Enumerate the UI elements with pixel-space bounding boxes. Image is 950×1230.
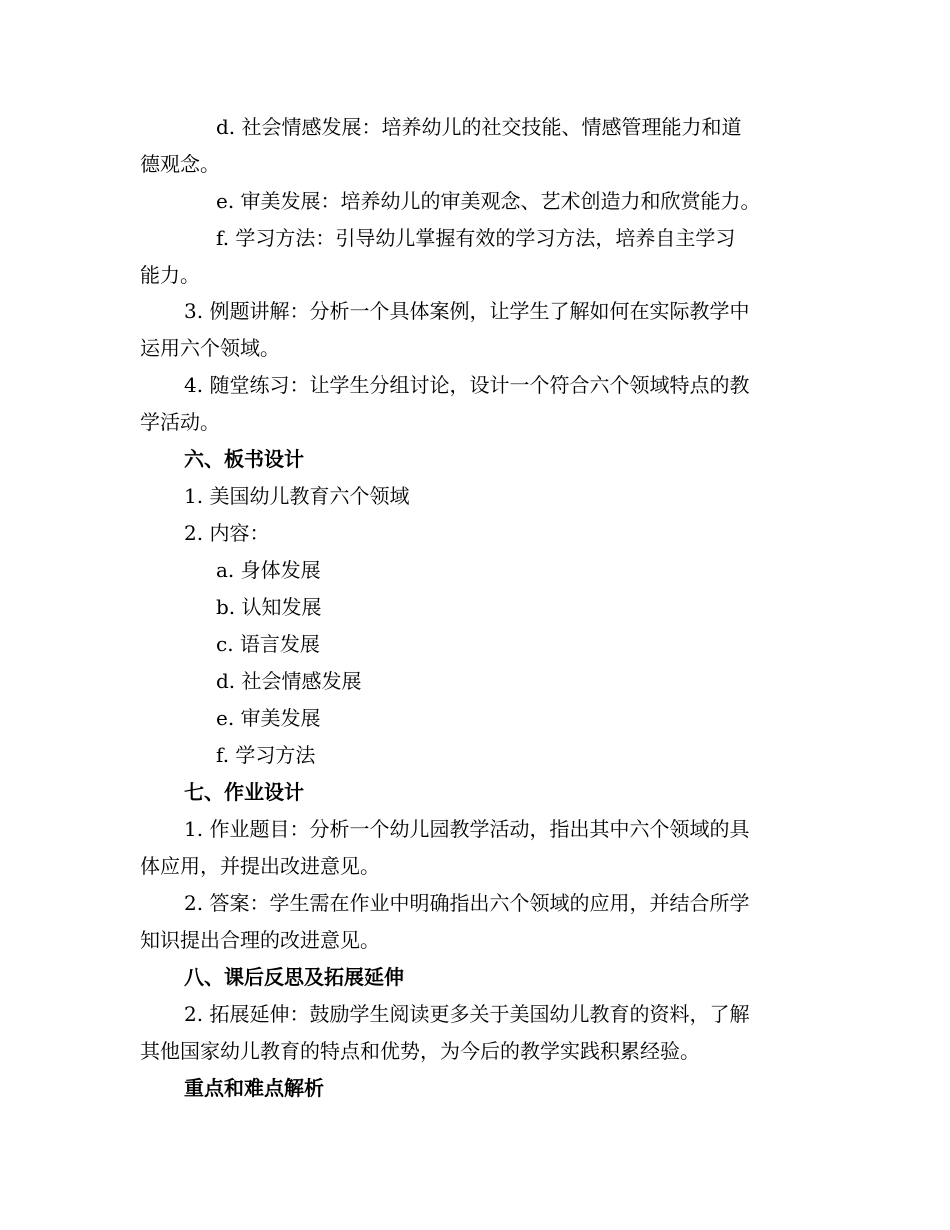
paragraph-line: 其他国家幼儿教育的特点和优势，为今后的教学实践积累经验。 [140, 1039, 700, 1063]
paragraph-line: e. 审美发展：培养幼儿的审美观念、艺术创造力和欣赏能力。 [216, 189, 761, 213]
section-heading: 七、作业设计 [184, 780, 304, 804]
paragraph-line: 能力。 [140, 263, 200, 287]
paragraph-line: 4. 随堂练习：让学生分组讨论，设计一个符合六个领域特点的教 [184, 373, 750, 397]
list-item: e. 审美发展 [216, 706, 321, 730]
paragraph-line: f. 学习方法：引导幼儿掌握有效的学习方法，培养自主学习 [216, 226, 736, 250]
section-heading: 重点和难点解析 [184, 1076, 324, 1100]
list-item: 1. 美国幼儿教育六个领域 [184, 484, 410, 508]
paragraph-line: 2. 拓展延伸：鼓励学生阅读更多关于美国幼儿教育的资料，了解 [184, 1002, 750, 1026]
section-heading: 六、板书设计 [184, 447, 304, 471]
list-item: d. 社会情感发展 [216, 669, 362, 693]
paragraph-line: d. 社会情感发展：培养幼儿的社交技能、情感管理能力和道 [216, 115, 742, 139]
list-item: a. 身体发展 [216, 558, 321, 582]
paragraph-line: 德观念。 [140, 152, 220, 176]
section-heading: 八、课后反思及拓展延伸 [184, 965, 404, 989]
paragraph-line: 体应用，并提出改进意见。 [140, 854, 380, 878]
paragraph-line: 3. 例题讲解：分析一个具体案例，让学生了解如何在实际教学中 [184, 299, 750, 323]
list-item: c. 语言发展 [216, 632, 320, 656]
paragraph-line: 1. 作业题目：分析一个幼儿园教学活动，指出其中六个领域的具 [184, 817, 750, 841]
paragraph-line: 知识提出合理的改进意见。 [140, 928, 380, 952]
paragraph-line: 运用六个领域。 [140, 336, 280, 360]
paragraph-line: 2. 答案：学生需在作业中明确指出六个领域的应用，并结合所学 [184, 891, 750, 915]
list-item: f. 学习方法 [216, 743, 316, 767]
paragraph-line: 学活动。 [140, 410, 220, 434]
list-item: 2. 内容： [184, 521, 270, 545]
list-item: b. 认知发展 [216, 595, 322, 619]
